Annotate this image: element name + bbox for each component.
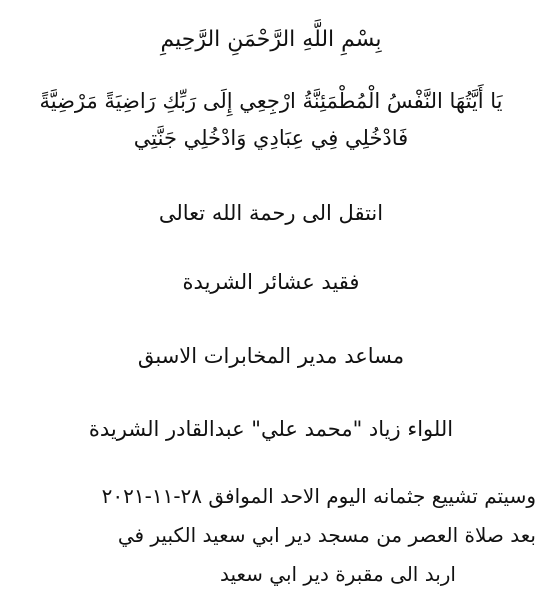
deceased-family: فقيد عشائر الشريدة: [182, 270, 360, 294]
funeral-details-line-3: اربد الى مقبرة دير ابي سعيد: [219, 562, 456, 586]
quran-verse-line-2: فَادْخُلِي فِي عِبَادِي وَادْخُلِي جَنَّتِي: [133, 126, 409, 150]
passed-away-notice: انتقل الى رحمة الله تعالى: [158, 201, 384, 225]
funeral-details-line-1: وسيتم تشييع جثمانه اليوم الاحد الموافق ٢٨-١١-٢٠٢١: [101, 484, 536, 508]
deceased-position: مساعد مدير المخابرات الاسبق: [137, 344, 405, 368]
quran-verse-line-1: يَا أَيَّتُهَا النَّفْسُ الْمُطْمَئِنَّةُ ارْجِعِي إِلَى رَبِّكِ رَاضِيَةً مَرْضِيَّةً: [39, 89, 503, 113]
deceased-full-name: اللواء زياد "محمد علي" عبدالقادر الشريدة: [88, 417, 454, 441]
basmala: بِسْمِ اللَّهِ الرَّحْمَنِ الرَّحِيمِ: [160, 27, 382, 52]
funeral-details-line-2: بعد صلاة العصر من مسجد دير ابي سعيد الكبير في: [117, 523, 536, 547]
